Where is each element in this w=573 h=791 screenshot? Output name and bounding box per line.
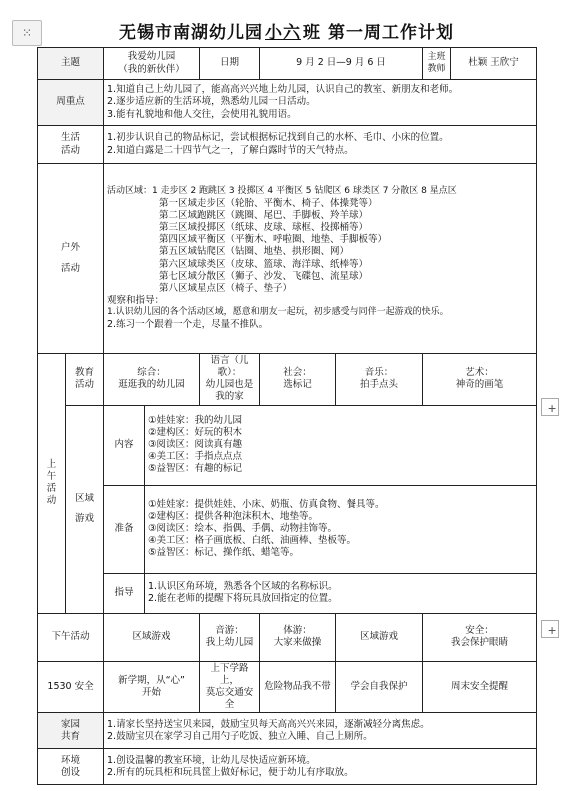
life-label-2: 活动 (61, 144, 81, 156)
env-line: 1.创设温馨的教室环境，让幼儿尽快适应新环境。 (107, 754, 316, 766)
morning-label (38, 354, 66, 614)
add-row-button[interactable]: + (541, 398, 559, 416)
area-content-row (38, 405, 537, 485)
safety-item (200, 661, 260, 713)
area-label (66, 405, 104, 613)
home-row (38, 713, 537, 749)
afternoon-item-l2: 我上幼儿园 (205, 637, 254, 649)
life-line: 1.初步认识自己的物品标记，尝试根据标记找到自己的水杯、毛巾、小床的位置。 (107, 132, 449, 144)
morning-char: 动 (46, 495, 57, 507)
prep-line: ③阅读区：绘本、指偶、手偶、动物挂饰等。 (148, 523, 338, 535)
teacher-value: 杜颖 王欣宁 (451, 48, 537, 80)
afternoon-item-l1: 安全： (465, 624, 494, 636)
afternoon-item (104, 613, 200, 661)
content-label: 内容 (104, 405, 145, 485)
edu-name: 幼儿园也是我的家 (205, 379, 254, 403)
area-prep-row (38, 485, 537, 573)
document-title (0, 18, 573, 43)
env-label (38, 749, 104, 785)
weekly-plan-table (37, 47, 537, 785)
focus-line: 3.能有礼貌地和他人交往，会使用礼貌用语。 (107, 108, 297, 120)
content-line: ②建构区：好玩的积木 (148, 426, 243, 438)
afternoon-item-l1: 音游： (215, 624, 244, 636)
outdoor-label (38, 164, 104, 354)
morning-char: 上 (46, 459, 57, 470)
env-row (38, 749, 537, 785)
date-value: 9 月 2 日—9 月 6 日 (260, 48, 423, 80)
edu-cat: 艺术： (465, 367, 494, 379)
content-list (145, 405, 537, 485)
prep-line: ②建构区：提供各种泡沫积木、地垫等。 (148, 510, 319, 522)
edu-name: 选标记 (283, 379, 312, 391)
theme-label: 主题 (38, 48, 104, 80)
prep-line: ④美工区：格子画底板、白纸、油画棒、垫板等。 (148, 535, 357, 547)
prep-line: ①娃娃家：提供娃娃、小床、奶瓶、仿真食物、餐具等。 (148, 498, 385, 510)
zone-line: 第三区域投掷区（纸球、皮球、球框、投掷桶等） (159, 222, 369, 234)
home-label (38, 713, 104, 749)
theme-line-1: 我爱幼儿园 (127, 51, 176, 63)
observe-line: 1.认识幼儿园的各个活动区域，愿意和朋友一起玩，初步感受与同伴一起游戏的快乐。 (107, 307, 449, 318)
life-content (104, 126, 537, 164)
focus-line: 1.知道自己上幼儿园了，能高高兴兴地上幼儿园，认识自己的教室、新朋友和老师。 (107, 84, 459, 96)
edu-name: 逛逛我的幼儿园 (118, 379, 185, 391)
morning-char: 活 (46, 483, 57, 495)
env-label-1: 环境 (61, 754, 81, 766)
focus-line: 2.逐步适应新的生活环境，熟悉幼儿园一日活动。 (107, 96, 316, 108)
safety-item-l2: 莫忘交通安全 (205, 686, 254, 711)
safety-item (104, 661, 200, 713)
content-line: ⑤益智区：有趣的标记 (148, 463, 243, 475)
outdoor-row (38, 164, 537, 354)
home-line: 2.鼓励宝贝在家学习自己用勺子吃饭、独立入睡、自己上厕所。 (107, 730, 373, 742)
zone-line: 第八区域星点区（椅子、垫子） (159, 282, 293, 294)
safety-item-l1: 学会自我保护 (350, 680, 408, 692)
afternoon-item-l2: 大家来做操 (273, 637, 322, 649)
observe-line: 2.练习一个跟着一个走，尽量不推队。 (107, 318, 269, 330)
safety-item-l2: 开始 (142, 686, 162, 698)
area-label-1: 区域 (75, 492, 95, 504)
afternoon-item (336, 613, 423, 661)
title-prefix: 无锡市南湖幼儿园 (119, 23, 264, 43)
home-content (104, 713, 537, 749)
safety-row (38, 661, 537, 713)
safety-item-l1: 周末安全提醒 (451, 680, 509, 692)
title-mid: 班 (303, 23, 322, 43)
afternoon-item-l2: 我会保护眼睛 (451, 637, 509, 649)
safety-item (423, 661, 537, 713)
edu-item (336, 354, 423, 406)
observe-label: 观察和指导： (107, 294, 165, 306)
edu-row (38, 354, 537, 406)
edu-item (423, 354, 537, 406)
edu-item (200, 354, 260, 406)
life-line: 2.知道白露是二十四节气之一，了解白露时节的天气特点。 (107, 144, 354, 156)
zone-line: 第七区域分散区（狮子、沙发、飞碟包、流星球） (159, 270, 369, 282)
afternoon-label: 下午活动 (38, 613, 104, 661)
content-line: ①娃娃家：我的幼儿园 (148, 414, 243, 426)
edu-cat: 综合： (137, 367, 166, 379)
guide-list (145, 573, 537, 613)
morning-char: 午 (46, 471, 57, 483)
area-guide-row (38, 573, 537, 613)
focus-row (38, 80, 537, 126)
theme-line-2: （我的新伙伴） (118, 63, 185, 75)
env-content (104, 749, 537, 785)
safety-item (260, 661, 336, 713)
safety-label: 1530 安全 (38, 661, 104, 713)
outdoor-content (104, 164, 537, 354)
afternoon-row (38, 613, 537, 661)
afternoon-item (200, 613, 260, 661)
life-label (38, 126, 104, 164)
afternoon-item-l1: 体游： (283, 624, 312, 636)
life-row (38, 126, 537, 164)
outdoor-label-1: 户外 (61, 242, 81, 254)
guide-label: 指导 (104, 573, 145, 613)
afternoon-item (260, 613, 336, 661)
edu-cat: 音乐： (364, 367, 394, 379)
safety-item-l1: 新学期，从“心” (118, 674, 185, 686)
focus-content (104, 80, 537, 126)
edu-name: 拍手点头 (360, 379, 399, 391)
add-row-button-2[interactable]: + (541, 620, 559, 638)
content-line: ④美工区：手指点点点 (148, 451, 243, 463)
edu-item (260, 354, 336, 406)
title-class-name: 小六 (265, 23, 302, 43)
env-line: 2.所有的玩具柜和玩具筐上做好标记，便于幼儿有序取放。 (107, 766, 354, 778)
edu-label-1: 教育 (75, 367, 95, 379)
edu-label-2: 活动 (75, 379, 95, 391)
area-line: 活动区域：1 走步区 2 跑跳区 3 投掷区 4 平衡区 5 钻爬区 6 球类区 7 分散区 8 星点区 (107, 186, 457, 197)
edu-label (66, 354, 104, 406)
afternoon-item (423, 613, 537, 661)
drag-handle-icon[interactable]: ⁙ (12, 20, 42, 46)
theme-row (38, 48, 537, 80)
safety-item (336, 661, 423, 713)
outdoor-label-2: 活动 (61, 262, 81, 274)
theme-value (104, 48, 200, 80)
afternoon-item-l1: 区域游戏 (360, 631, 399, 643)
prep-line: ⑤益智区：标记、操作纸、蜡笔等。 (148, 547, 300, 559)
afternoon-item-l1: 区域游戏 (132, 631, 171, 643)
home-label-1: 家园 (61, 718, 81, 730)
content-line: ③阅读区：阅读真有趣 (148, 439, 243, 451)
zone-line: 第四区域平衡区（平衡木、呼啦圈、地垫、手脚板等） (159, 234, 388, 246)
zone-line: 第五区域钻爬区（钻圈、地垫、拱形圈、网） (159, 246, 350, 258)
safety-item-l1: 危险物品我不带 (264, 680, 331, 692)
zone-line: 第二区域跑跳区（跳圈、尾巴、手脚板、羚羊球） (159, 209, 369, 221)
home-line: 1.请家长坚持送宝贝来园，鼓励宝贝每天高高兴兴来园，逐渐减轻分离焦虑。 (107, 718, 430, 730)
zone-line: 第六区域球类区（皮球、篮球、海洋球、纸棒等） (159, 258, 369, 270)
env-label-2: 创设 (61, 766, 81, 778)
edu-item (104, 354, 200, 406)
date-label: 日期 (200, 48, 260, 80)
edu-cat: 社会： (283, 367, 312, 379)
home-label-2: 共育 (61, 730, 81, 742)
teacher-label: 主班教师 (423, 48, 451, 80)
safety-item-l1: 上下学路上， (210, 662, 249, 686)
prep-list (145, 485, 537, 573)
edu-cat: 语言（儿歌）： (210, 355, 249, 379)
title-suffix: 第一周工作计划 (327, 23, 454, 43)
guide-line: 1.认识区角环境，熟悉各个区域的名称标识。 (148, 580, 338, 592)
edu-name: 神奇的画笔 (455, 379, 504, 391)
guide-line: 2.能在老师的提醒下将玩具放回指定的位置。 (148, 593, 338, 605)
zone-line: 第一区域走步区（轮胎、平衡木、椅子、体操凳等） (159, 197, 378, 209)
life-label-1: 生活 (61, 132, 81, 144)
prep-label: 准备 (104, 485, 145, 573)
area-label-2: 游戏 (75, 513, 95, 525)
focus-label: 周重点 (38, 80, 104, 126)
